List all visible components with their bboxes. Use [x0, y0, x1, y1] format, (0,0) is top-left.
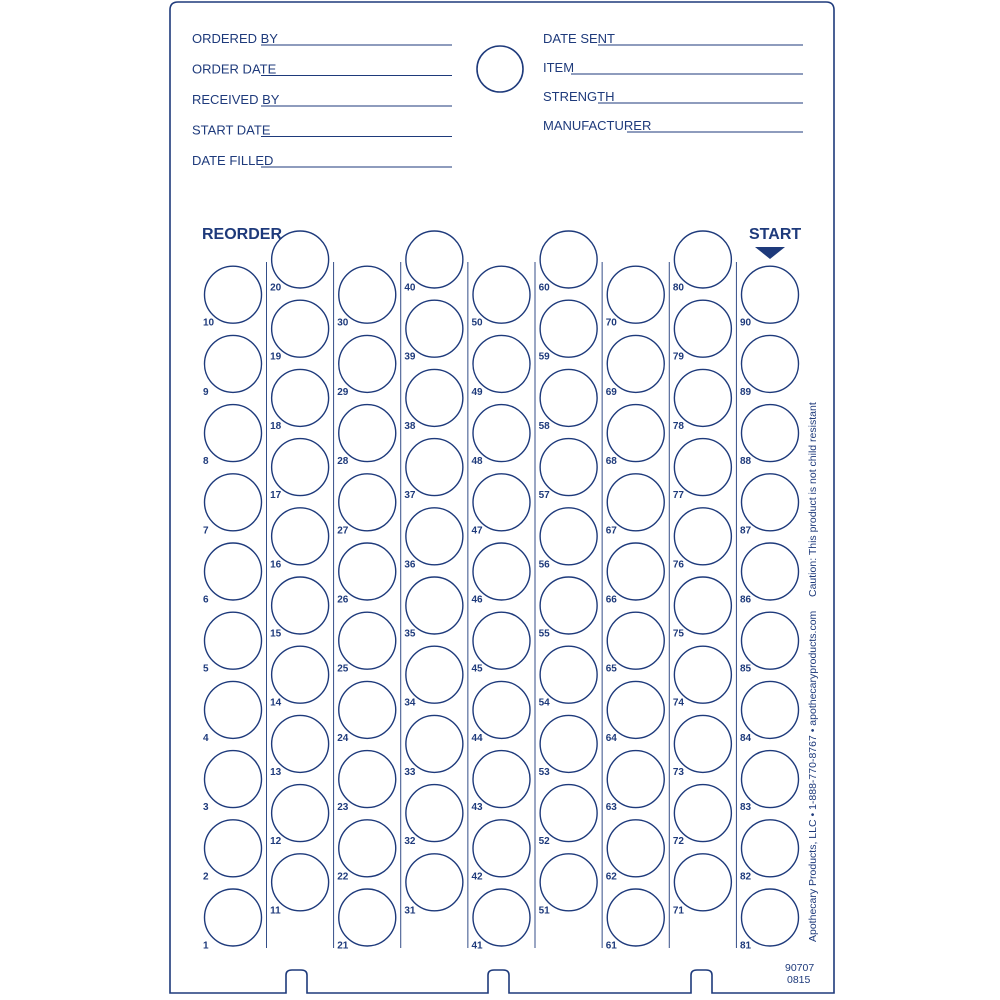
cavity-number: 66 — [605, 594, 617, 606]
cavity-number: 88 — [740, 456, 752, 468]
cavity-number: 76 — [672, 559, 684, 571]
cavity-84[interactable] — [742, 681, 799, 738]
revision-code: 0815 — [787, 974, 811, 986]
cavity-number: 74 — [672, 697, 684, 709]
cavity-number: 53 — [538, 766, 550, 778]
cavity-number: 57 — [538, 490, 550, 502]
cavity-33[interactable] — [406, 715, 463, 772]
cavity-49[interactable] — [473, 335, 530, 392]
cavity-number: 47 — [471, 525, 483, 537]
cavity-number: 16 — [270, 559, 282, 571]
cavity-number: 12 — [270, 836, 282, 848]
cavity-number: 68 — [605, 456, 617, 468]
cavity-number: 70 — [605, 317, 617, 329]
right-form-fields — [543, 31, 803, 133]
cavity-number: 52 — [538, 836, 550, 848]
reorder-label: REORDER — [202, 226, 283, 243]
cavity-56[interactable] — [540, 508, 597, 565]
cavity-35[interactable] — [406, 577, 463, 634]
cavity-42[interactable] — [473, 820, 530, 877]
cavity-10[interactable] — [205, 266, 262, 323]
cavity-number: 44 — [471, 732, 483, 744]
field-label-0: ORDERED BY — [192, 31, 278, 46]
cavity-number: 4 — [203, 732, 209, 744]
cavity-number: 27 — [337, 525, 349, 537]
cavity-31[interactable] — [406, 854, 463, 911]
cavity-6[interactable] — [205, 543, 262, 600]
cavity-number: 20 — [270, 282, 282, 294]
cavity-73[interactable] — [674, 715, 731, 772]
cavity-58[interactable] — [540, 369, 597, 426]
cavity-number: 58 — [538, 420, 550, 432]
cavity-number: 82 — [740, 871, 752, 883]
cavity-number: 1 — [203, 940, 209, 952]
cavity-85[interactable] — [742, 612, 799, 669]
cavity-29[interactable] — [339, 335, 396, 392]
cavity-77[interactable] — [674, 439, 731, 496]
cavity-45[interactable] — [473, 612, 530, 669]
cavity-number: 2 — [203, 871, 209, 883]
cavity-number: 42 — [471, 871, 483, 883]
cavity-number: 35 — [404, 628, 416, 640]
cavity-number: 50 — [471, 317, 483, 329]
cavity-36[interactable] — [406, 508, 463, 565]
cavity-number: 59 — [538, 351, 550, 363]
cavity-19[interactable] — [272, 300, 329, 357]
cavity-9[interactable] — [205, 335, 262, 392]
cavity-number: 37 — [404, 490, 416, 502]
cavity-number: 54 — [538, 697, 550, 709]
cavity-number: 61 — [605, 940, 617, 952]
cavity-number: 73 — [672, 766, 684, 778]
cavity-83[interactable] — [742, 751, 799, 808]
cavity-71[interactable] — [674, 854, 731, 911]
cavity-number: 9 — [203, 386, 209, 398]
cavity-50[interactable] — [473, 266, 530, 323]
cavity-number: 30 — [337, 317, 349, 329]
cavity-number: 3 — [203, 802, 209, 814]
cavity-number: 49 — [471, 386, 483, 398]
field-label-1: ORDER DATE — [192, 61, 277, 77]
cavity-12[interactable] — [272, 785, 329, 842]
cavity-number: 17 — [270, 490, 282, 502]
cavity-18[interactable] — [272, 369, 329, 426]
cavity-68[interactable] — [607, 405, 664, 462]
cavity-25[interactable] — [339, 612, 396, 669]
cavity-number: 51 — [538, 905, 550, 917]
cavity-32[interactable] — [406, 785, 463, 842]
cavity-70[interactable] — [607, 266, 664, 323]
cavity-number: 60 — [538, 282, 550, 294]
cavity-17[interactable] — [272, 439, 329, 496]
cavity-21[interactable] — [339, 889, 396, 946]
cavity-number: 7 — [203, 525, 209, 537]
cavity-number: 21 — [337, 940, 349, 952]
cavity-79[interactable] — [674, 300, 731, 357]
cavity-75[interactable] — [674, 577, 731, 634]
cavity-8[interactable] — [205, 405, 262, 462]
cavity-2[interactable] — [205, 820, 262, 877]
cavity-number: 5 — [203, 663, 209, 675]
cavity-52[interactable] — [540, 785, 597, 842]
cavity-39[interactable] — [406, 300, 463, 357]
cavity-number: 87 — [740, 525, 752, 537]
cavity-63[interactable] — [607, 751, 664, 808]
cavity-88[interactable] — [742, 405, 799, 462]
field-label-3: START DATE — [192, 122, 271, 138]
cavity-28[interactable] — [339, 405, 396, 462]
cavity-number: 90 — [740, 317, 752, 329]
cavity-number: 39 — [404, 351, 416, 363]
cavity-37[interactable] — [406, 439, 463, 496]
cavity-number: 32 — [404, 836, 416, 848]
cavity-44[interactable] — [473, 681, 530, 738]
cavity-23[interactable] — [339, 751, 396, 808]
cavity-number: 38 — [404, 420, 416, 432]
cavity-number: 43 — [471, 802, 483, 814]
cavity-number: 41 — [471, 940, 483, 952]
cavity-38[interactable] — [406, 369, 463, 426]
cavity-14[interactable] — [272, 646, 329, 703]
start-arrow-icon — [755, 247, 785, 259]
cavity-number: 71 — [672, 905, 684, 917]
cavity-89[interactable] — [742, 335, 799, 392]
cavity-number: 22 — [337, 871, 349, 883]
cavity-number: 55 — [538, 628, 550, 640]
cavity-81[interactable] — [742, 889, 799, 946]
cavity-27[interactable] — [339, 474, 396, 531]
blister-cavities — [203, 231, 799, 952]
cavity-57[interactable] — [540, 439, 597, 496]
cavity-number: 89 — [740, 386, 752, 398]
cavity-3[interactable] — [205, 751, 262, 808]
cavity-53[interactable] — [540, 715, 597, 772]
cavity-62[interactable] — [607, 820, 664, 877]
cavity-number: 6 — [203, 594, 209, 606]
cavity-80[interactable] — [674, 231, 731, 288]
cavity-26[interactable] — [339, 543, 396, 600]
field-label-right-1: ITEM — [543, 60, 575, 75]
company-text: Apothecary Products, LLC • 1-888-770-8767 • apothecaryproducts.com — [807, 610, 819, 942]
cavity-40[interactable] — [406, 231, 463, 288]
cavity-30[interactable] — [339, 266, 396, 323]
cavity-number: 56 — [538, 559, 550, 571]
cavity-82[interactable] — [742, 820, 799, 877]
cavity-22[interactable] — [339, 820, 396, 877]
cavity-4[interactable] — [205, 681, 262, 738]
cavity-number: 26 — [337, 594, 349, 606]
cavity-number: 80 — [672, 282, 684, 294]
cavity-46[interactable] — [473, 543, 530, 600]
cavity-number: 72 — [672, 836, 684, 848]
cavity-number: 45 — [471, 663, 483, 675]
cavity-number: 25 — [337, 663, 349, 675]
cavity-51[interactable] — [540, 854, 597, 911]
cavity-number: 29 — [337, 386, 349, 398]
cavity-61[interactable] — [607, 889, 664, 946]
cavity-72[interactable] — [674, 785, 731, 842]
cavity-number: 8 — [203, 456, 209, 468]
cavity-number: 14 — [270, 697, 282, 709]
cavity-number: 85 — [740, 663, 752, 675]
cavity-number: 36 — [404, 559, 416, 571]
cavity-78[interactable] — [674, 369, 731, 426]
cavity-86[interactable] — [742, 543, 799, 600]
cavity-20[interactable] — [272, 231, 329, 288]
field-label-right-3: MANUFACTURER — [543, 118, 652, 133]
cavity-number: 65 — [605, 663, 617, 675]
cavity-number: 19 — [270, 351, 282, 363]
cavity-number: 40 — [404, 282, 416, 294]
cavity-59[interactable] — [540, 300, 597, 357]
cavity-number: 67 — [605, 525, 617, 537]
hanging-hole — [477, 46, 523, 92]
cavity-60[interactable] — [540, 231, 597, 288]
cavity-64[interactable] — [607, 681, 664, 738]
cavity-15[interactable] — [272, 577, 329, 634]
cavity-7[interactable] — [205, 474, 262, 531]
cavity-number: 84 — [740, 732, 752, 744]
cavity-number: 28 — [337, 456, 349, 468]
cavity-24[interactable] — [339, 681, 396, 738]
cavity-number: 69 — [605, 386, 617, 398]
cavity-number: 24 — [337, 732, 349, 744]
cavity-54[interactable] — [540, 646, 597, 703]
cavity-1[interactable] — [205, 889, 262, 946]
cavity-43[interactable] — [473, 751, 530, 808]
cavity-number: 77 — [672, 490, 684, 502]
cavity-number: 75 — [672, 628, 684, 640]
cavity-number: 18 — [270, 420, 282, 432]
cavity-number: 83 — [740, 802, 752, 814]
cavity-number: 46 — [471, 594, 483, 606]
product-code: 90707 — [785, 962, 815, 974]
field-label-right-2: STRENGTH — [543, 89, 615, 104]
cavity-number: 11 — [270, 905, 281, 917]
cavity-number: 23 — [337, 802, 349, 814]
cavity-69[interactable] — [607, 335, 664, 392]
cavity-number: 13 — [270, 766, 282, 778]
cavity-76[interactable] — [674, 508, 731, 565]
cavity-11[interactable] — [272, 854, 329, 911]
cavity-47[interactable] — [473, 474, 530, 531]
cavity-16[interactable] — [272, 508, 329, 565]
cavity-number: 34 — [404, 697, 416, 709]
cavity-67[interactable] — [607, 474, 664, 531]
cavity-74[interactable] — [674, 646, 731, 703]
cavity-90[interactable] — [742, 266, 799, 323]
field-label-2: RECEIVED BY — [192, 92, 280, 107]
cavity-34[interactable] — [406, 646, 463, 703]
left-form-fields — [192, 31, 452, 168]
cavity-55[interactable] — [540, 577, 597, 634]
cavity-number: 79 — [672, 351, 684, 363]
cavity-41[interactable] — [473, 889, 530, 946]
cavity-number: 62 — [605, 871, 617, 883]
cavity-65[interactable] — [607, 612, 664, 669]
cavity-number: 64 — [605, 732, 617, 744]
cavity-number: 15 — [270, 628, 282, 640]
cavity-number: 86 — [740, 594, 752, 606]
start-label: START — [749, 226, 802, 243]
cavity-number: 63 — [605, 802, 617, 814]
cavity-number: 33 — [404, 766, 416, 778]
cavity-48[interactable] — [473, 405, 530, 462]
cavity-5[interactable] — [205, 612, 262, 669]
cavity-87[interactable] — [742, 474, 799, 531]
cavity-66[interactable] — [607, 543, 664, 600]
field-label-4: DATE FILLED — [192, 153, 274, 168]
caution-text: Caution: This product is not child resistant — [807, 402, 819, 597]
cavity-number: 48 — [471, 456, 483, 468]
cavity-13[interactable] — [272, 715, 329, 772]
cavity-number: 10 — [203, 317, 215, 329]
cavity-number: 31 — [404, 905, 416, 917]
cavity-number: 81 — [740, 940, 752, 952]
cavity-number: 78 — [672, 420, 684, 432]
field-label-right-0: DATE SENT — [543, 31, 615, 46]
